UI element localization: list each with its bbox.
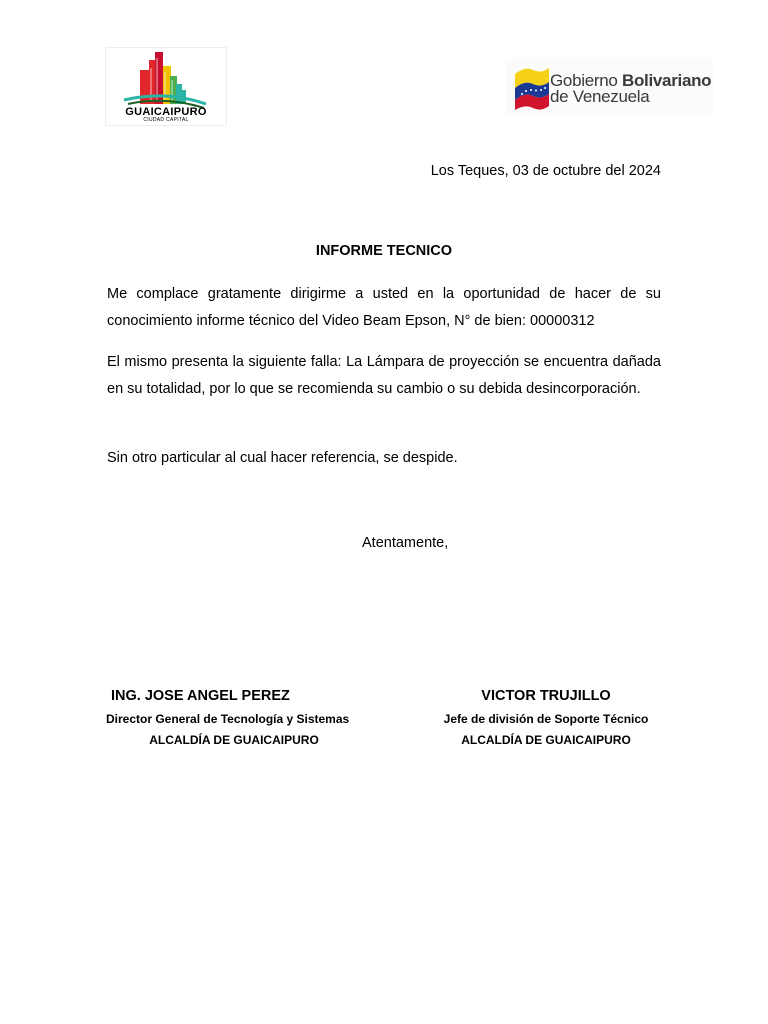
signatory-name: VICTOR TRUJILLO	[481, 688, 611, 704]
signature-block-right	[432, 688, 660, 747]
signatory-role: Jefe de división de Soporte Técnico	[443, 712, 649, 726]
document-date: Los Teques, 03 de octubre del 2024	[430, 163, 661, 179]
closing: Atentamente,	[362, 535, 449, 551]
logo-tagline: CIUDAD CAPITAL	[143, 117, 189, 123]
signatory-organization: ALCALDÍA DE GUAICAIPURO	[149, 733, 319, 747]
document-title: INFORME TECNICO	[315, 243, 453, 259]
signature-block-left	[106, 688, 362, 747]
body-paragraph-2: El mismo presenta la siguiente falla: La Lámpara de proyección se encuentra dañada en su totalidad, por lo que se recomienda su cambio o su debida desincorporación.	[107, 354, 661, 397]
venezuela-flag-icon	[513, 64, 551, 110]
logo-name: GUAICAIPURO	[125, 106, 207, 118]
buildings-icon	[106, 48, 226, 108]
gov-line2: de Venezuela	[550, 87, 650, 106]
body-paragraph-3: Sin otro particular al cual hacer referencia, se despide.	[107, 450, 458, 466]
gobierno-bolivariano-logo	[505, 58, 713, 116]
signatory-name: ING. JOSE ANGEL PEREZ	[111, 688, 290, 704]
body-paragraph-1: Me complace gratamente dirigirme a usted en la oportunidad de hacer de su conocimiento informe técnico del Video Beam Epson, N° de bien: 00000312	[107, 286, 661, 329]
gov-regular: Gobierno	[550, 71, 618, 90]
guaicaipuro-logo	[106, 48, 226, 125]
gov-bold: Bolivariano	[621, 71, 712, 90]
signatory-role: Director General de Tecnología y Sistemas	[106, 712, 350, 726]
signatory-organization: ALCALDÍA DE GUAICAIPURO	[461, 733, 631, 747]
